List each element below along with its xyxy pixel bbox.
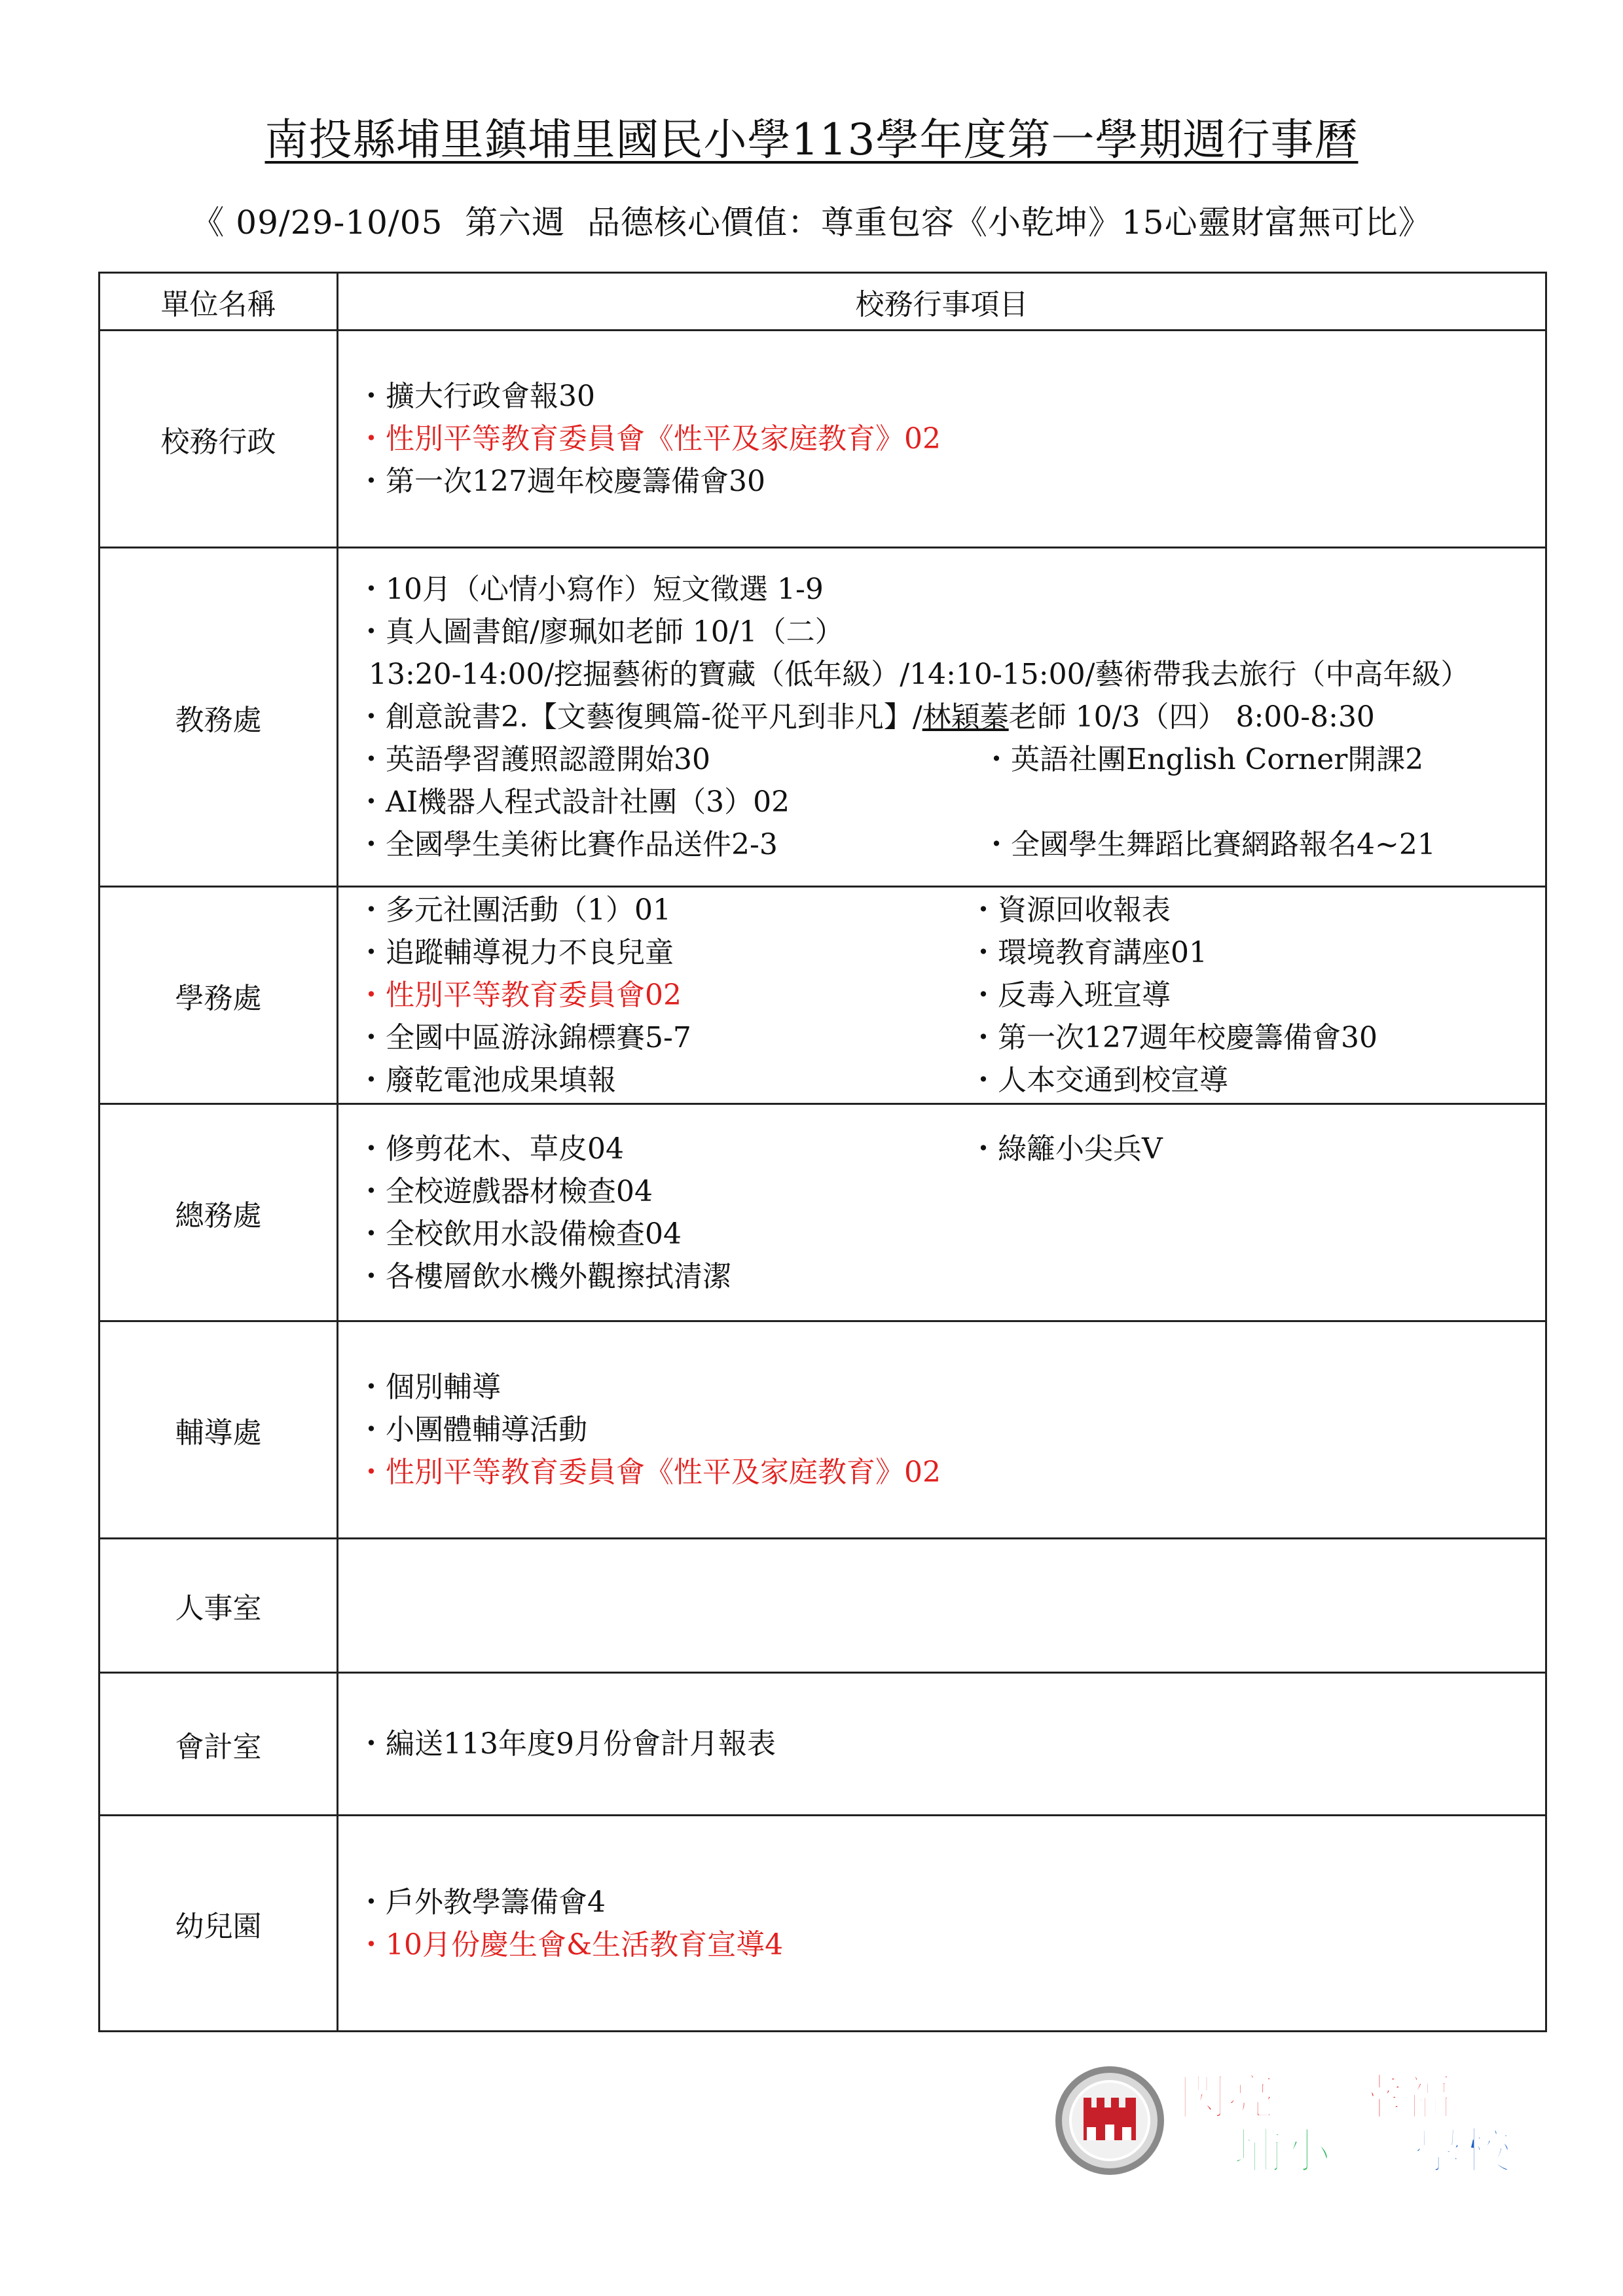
list-item: ・10月份慶生會&生活教育宣導4 <box>357 1928 784 1962</box>
table-row-admin <box>100 331 1546 548</box>
unit-accounting: 會計室 <box>100 1673 338 1816</box>
unit-admin: 校務行政 <box>100 331 338 548</box>
list-item: ・擴大行政會報30 <box>357 380 595 413</box>
list-item: ・反毒入班宣導 <box>969 978 1171 1012</box>
list-item: ・綠籬小尖兵V <box>969 1132 1163 1166</box>
list-item: 13:20-14:00/挖掘藝術的寶藏（低年級）/14:10-15:00/藝術帶我去旅行（中高年級） <box>350 658 1470 691</box>
logo-text-right-bottom: 學校 <box>1414 2123 1511 2179</box>
list-item: ・小團體輔導活動 <box>357 1413 587 1446</box>
list-item: ・編送113年度9月份會計月報表 <box>357 1727 776 1761</box>
list-item: ・10月（心情小寫作）短文徵選 1-9 <box>357 573 824 606</box>
list-item-pair <box>350 823 1532 866</box>
title-text: 南投縣埔里鎮埔里國民小學113學年度第一學期週行事曆 <box>264 115 1359 165</box>
list-item-pair <box>357 1128 1532 1170</box>
list-item: ・多元社團活動（1）01 <box>357 893 671 927</box>
student-left-column <box>357 889 969 1102</box>
unit-student: 學務處 <box>100 887 338 1104</box>
items-student <box>338 887 1546 1104</box>
teacher-name: 林穎蓁 <box>922 700 1009 734</box>
logo-text-left-top: 閃亮 <box>1178 2070 1275 2126</box>
table-row-kinder <box>100 1816 1546 2032</box>
list-item: ・AI機器人程式設計社團（3）02 <box>357 785 790 819</box>
schedule-table <box>98 272 1547 2032</box>
list-item: ・個別輔導 <box>357 1371 501 1404</box>
items-general <box>338 1104 1546 1321</box>
list-item: ・全國學生美術比賽作品送件2-3 <box>357 828 778 861</box>
list-item: ・人本交通到校宣導 <box>969 1064 1228 1097</box>
unit-kinder: 幼兒園 <box>100 1816 338 2032</box>
items-accounting <box>338 1673 1546 1816</box>
list-item: ・追蹤輔導視力不良兒童 <box>357 936 674 969</box>
items-academic <box>338 548 1546 887</box>
list-item: ・全校飲用水設備檢查04 <box>357 1217 682 1251</box>
list-item: ・第一次127週年校慶籌備會30 <box>969 1021 1377 1054</box>
table-row-student <box>100 887 1546 1104</box>
list-item <box>350 696 1532 738</box>
list-item: ・環境教育講座01 <box>969 936 1207 969</box>
list-item: ・第一次127週年校慶籌備會30 <box>357 465 765 498</box>
list-item: ・性別平等教育委員會《性平及家庭教育》02 <box>357 422 941 456</box>
table-row-general <box>100 1104 1546 1321</box>
item-text: 老師 10/3（四） 8:00-8:30 <box>1008 700 1375 734</box>
list-item: ・全國學生舞蹈比賽網路報名4~21 <box>982 828 1436 861</box>
unit-academic: 教務處 <box>100 548 338 887</box>
table-header-row <box>100 273 1546 331</box>
table-row-counsel <box>100 1321 1546 1539</box>
unit-counsel: 輔導處 <box>100 1321 338 1539</box>
list-item: ・真人圖書館/廖珮如老師 10/1（二） <box>357 615 844 649</box>
table-row-accounting <box>100 1673 1546 1816</box>
list-item: ・廢乾電池成果填報 <box>357 1064 616 1097</box>
list-item: ・修剪花木、草皮04 <box>357 1132 624 1166</box>
list-item: ・性別平等教育委員會《性平及家庭教育》02 <box>357 1456 941 1489</box>
list-item: ・性別平等教育委員會02 <box>357 978 682 1012</box>
header-unit: 單位名稱 <box>100 273 338 331</box>
header-items: 校務行事項目 <box>338 273 1546 331</box>
table-row-academic <box>100 548 1546 887</box>
table-row-personnel <box>100 1539 1546 1673</box>
logo-text-right-top: 幸福 <box>1355 2070 1452 2126</box>
items-personnel <box>338 1539 1546 1673</box>
unit-general: 總務處 <box>100 1104 338 1321</box>
items-admin <box>338 331 1546 548</box>
list-item: ・各樓層飲水機外觀擦拭清潔 <box>357 1259 731 1293</box>
list-item-pair <box>350 738 1532 781</box>
items-kinder <box>338 1816 1546 2032</box>
unit-personnel: 人事室 <box>100 1539 338 1673</box>
list-item: ・全國中區游泳錦標賽5-7 <box>357 1021 691 1054</box>
list-item: ・英語學習護照認證開始30 <box>357 743 710 776</box>
student-columns <box>357 889 1532 1102</box>
list-item: ・戶外教學籌備會4 <box>357 1885 606 1919</box>
item-text: ・創意說書2.【文藝復興篇-從平凡到非凡】/ <box>357 700 922 734</box>
student-right-column <box>969 889 1532 1102</box>
list-item: ・英語社團English Corner開課2 <box>982 743 1424 776</box>
school-logo <box>1048 2062 1545 2179</box>
week-subtitle: 《 09/29-10/05 第六週 品德核心價值：尊重包容《小乾坤》15心靈財富無可比》 <box>191 204 1432 242</box>
items-counsel <box>338 1321 1546 1539</box>
list-item: ・資源回收報表 <box>969 893 1171 927</box>
page-title <box>0 105 1623 167</box>
logo-text-left-bottom: 埔小 <box>1234 2123 1331 2179</box>
list-item: ・全校遊戲器材檢查04 <box>357 1174 653 1208</box>
